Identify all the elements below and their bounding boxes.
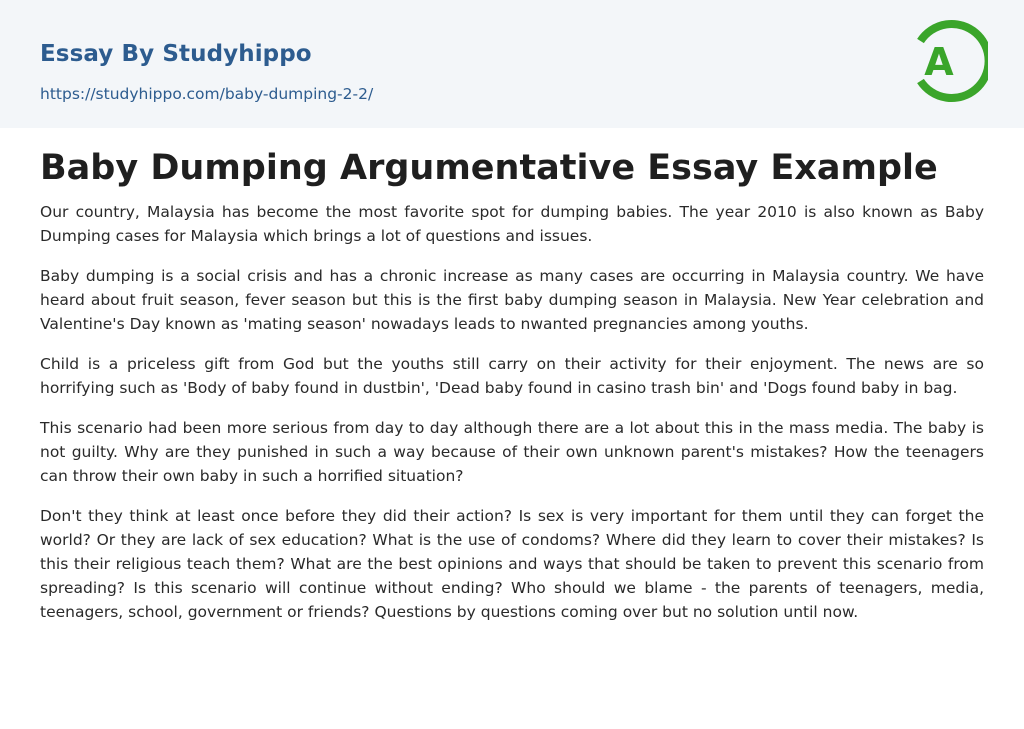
studyhippo-logo[interactable] [910,18,988,106]
paragraph: Baby dumping is a social crisis and has a chronic increase as many cases are occurring in Malaysia country. We have heard about fruit season, fever season but this is the first baby dumping season in Malaysia. New Year celebration and Valentine's Day known as 'mating season' nowadays leads to nwanted pregnancies among youths. [40,267,984,333]
logo-letter: A [924,40,954,84]
brand-title[interactable]: Essay By Studyhippo [40,41,312,67]
paragraph: This scenario had been more serious from day to day although there are a lot about this in the mass media. The baby is not guilty. Why are they punished in such a way because of their own unknown parent's mistakes? How the teenagers can throw their own baby in such a horrified situation? [40,419,984,485]
essay-url-link[interactable]: https://studyhippo.com/baby-dumping-2-2/ [40,85,374,103]
paragraph: Don't they think at least once before they did their action? Is sex is very important for them until they can forget the world? Or they are lack of sex education? What is the use of condoms? Where did they learn to cover their mistakes? Is this their religious teach them? What are the best opinions and ways that should be taken to prevent this scenario from spreading? Is this scenario will continue without ending? Who should we blame - the parents of teenagers, media, teenagers, school, government or friends? Questions by questions coming over but no solution until now. [40,507,984,621]
paragraph: Our country, Malaysia has become the most favorite spot for dumping babies. The year 2010 is also known as Baby Dumping cases for Malaysia which brings a lot of questions and issues. [40,203,984,245]
essay-body [40,200,984,640]
page-title: Baby Dumping Argumentative Essay Example [40,148,938,188]
paragraph: Child is a priceless gift from God but the youths still carry on their activity for their enjoyment. The news are so horrifying such as 'Body of baby found in dustbin', 'Dead baby found in casino trash bin' and 'Dogs found baby in bag. [40,355,984,397]
site-header [0,0,1024,128]
